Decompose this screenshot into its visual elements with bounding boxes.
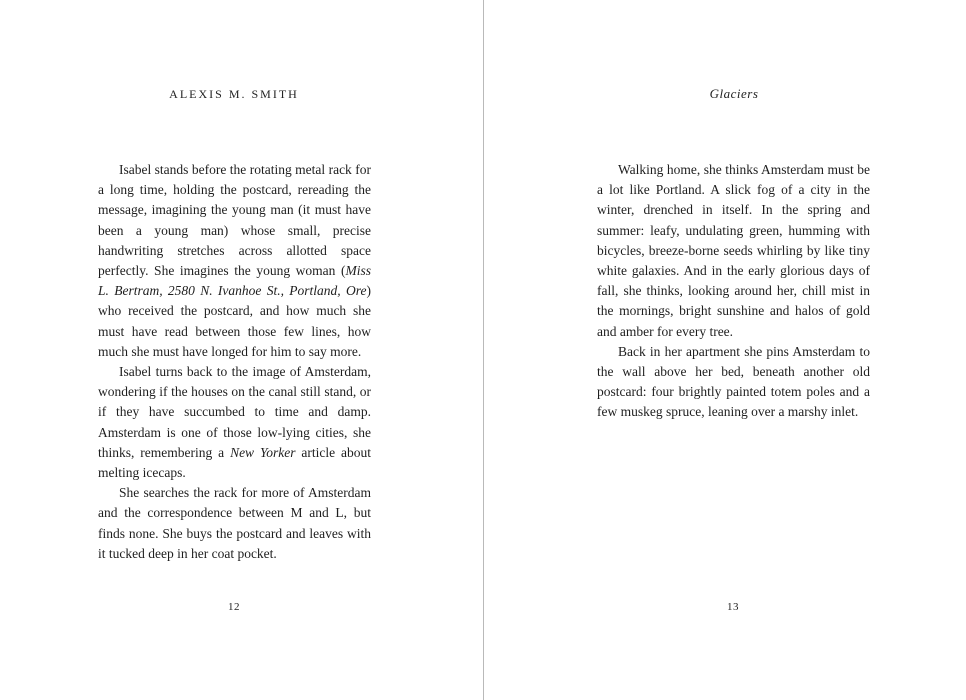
text-run: Walking home, she thinks Amsterdam must be a lot like Portland. A slick fog of a city in the winter, drenched in itself. In the spring and summer: leafy, undulating green, humming with bicycles, breeze-borne seeds whirling by like tiny white galaxies. And in the early glorious days of fall, she thinks, looking around her, chill mist in the mornings, bright sunshine and halos of gold and amber for every tree.	[597, 162, 870, 339]
text-run: Isabel turns back to the image of Amsterdam, wondering if the houses on the canal still stand, or if they have succumbed to time and damp. Amsterdam is one of those low-lying cities, she thinks, remembering a	[98, 364, 371, 460]
running-head-title: Glaciers	[709, 86, 759, 101]
paragraph	[597, 342, 870, 423]
text-run: Back in her apartment she pins Amsterdam to the wall above her bed, beneath another old postcard: four brightly painted totem poles and a few muskeg spruce, leaning over a marshy inlet.	[597, 343, 870, 420]
running-head-author: ALEXIS M. SMITH	[169, 87, 299, 101]
paragraph	[98, 362, 371, 483]
paragraph	[98, 160, 371, 362]
paragraph	[98, 483, 371, 564]
text-run: Isabel stands before the rotating metal rack for a long time, holding the postcard, rereading the message, imagining the young man (it must have been a young man) whose small, precise handwriting stretches across allotted space perfectly. She imagines the young woman (	[98, 162, 371, 279]
text-run: article about melting icecaps.	[98, 444, 372, 481]
left-page-body	[98, 160, 371, 564]
right-page	[484, 0, 966, 700]
page-number: 13	[727, 601, 739, 613]
text-run: She searches the rack for more of Amsterdam and the correspondence between M and L, but finds none. She buys the postcard and leaves with it tucked deep in her coat pocket.	[98, 485, 371, 561]
page-number: 12	[228, 601, 240, 613]
paragraph	[597, 160, 870, 342]
italic-address: Miss L. Bertram, 2580 N. Ivanhoe St., Portland, Ore	[98, 263, 371, 299]
italic-publication: New Yorker	[230, 444, 296, 460]
right-page-body	[597, 160, 870, 423]
text-run: ) who received the postcard, and how much she must have read between those few lines, how much she must have longed for him to say more.	[98, 283, 371, 359]
